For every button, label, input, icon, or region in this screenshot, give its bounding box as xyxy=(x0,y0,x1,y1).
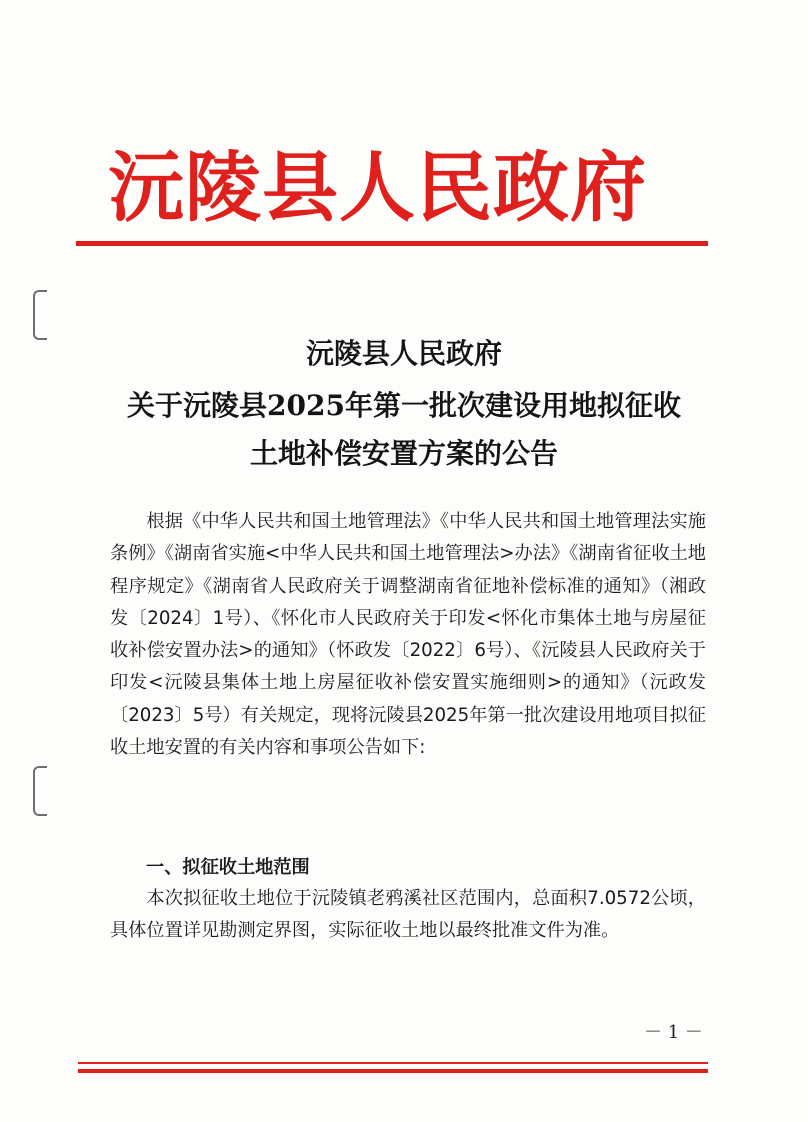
notice-title-line3: 土地补偿安置方案的公告 xyxy=(249,437,558,470)
letterhead-red-rule xyxy=(76,241,708,246)
letterhead-issuer: 沅陵县人民政府 xyxy=(108,143,647,232)
footer-red-rule-thick xyxy=(78,1069,708,1073)
page-number: － 1 － xyxy=(644,1022,703,1043)
notice-title-line1: 沅陵县人民政府 xyxy=(305,337,502,370)
notice-title-line2: 关于沅陵县2025年第一批次建设用地拟征收 xyxy=(127,389,681,422)
binding-staple xyxy=(33,766,47,816)
footer-red-rule-thin xyxy=(78,1062,708,1064)
body-paragraph-land-scope: 本次拟征收土地位于沅陵镇老鸦溪社区范围内，总面积7.0572公顷，具体位置详见勘测定界图，实际征收土地以最终批准文件为准。 xyxy=(110,888,706,941)
body-text xyxy=(110,506,706,764)
binding-staple xyxy=(33,290,47,340)
body-paragraph-legal-basis: 根据《中华人民共和国土地管理法》《中华人民共和国土地管理法实施条例》《湖南省实施<中华人民共和国土地管理法>办法》《湖南省征收土地程序规定》《湖南省人民政府关于调整湖南省征地补偿标准的通知》（湘政发〔2024〕1号）、《怀化市人民政府关于印发<怀化市集体土地与房屋征收补偿安置办法>的通知》（怀政发〔2022〕6号）、《沅陵县人民政府关于印发<沅陵县集体土地上房屋征收补偿安置实施细则>的通知》（沅政发〔2023〕5号）有关规定，现将沅陵县2025年第一批次建设用地项目拟征收土地安置的有关内容和事项公告如下: xyxy=(110,511,706,759)
section-heading-land-scope: 一、拟征收土地范围 xyxy=(146,857,310,878)
